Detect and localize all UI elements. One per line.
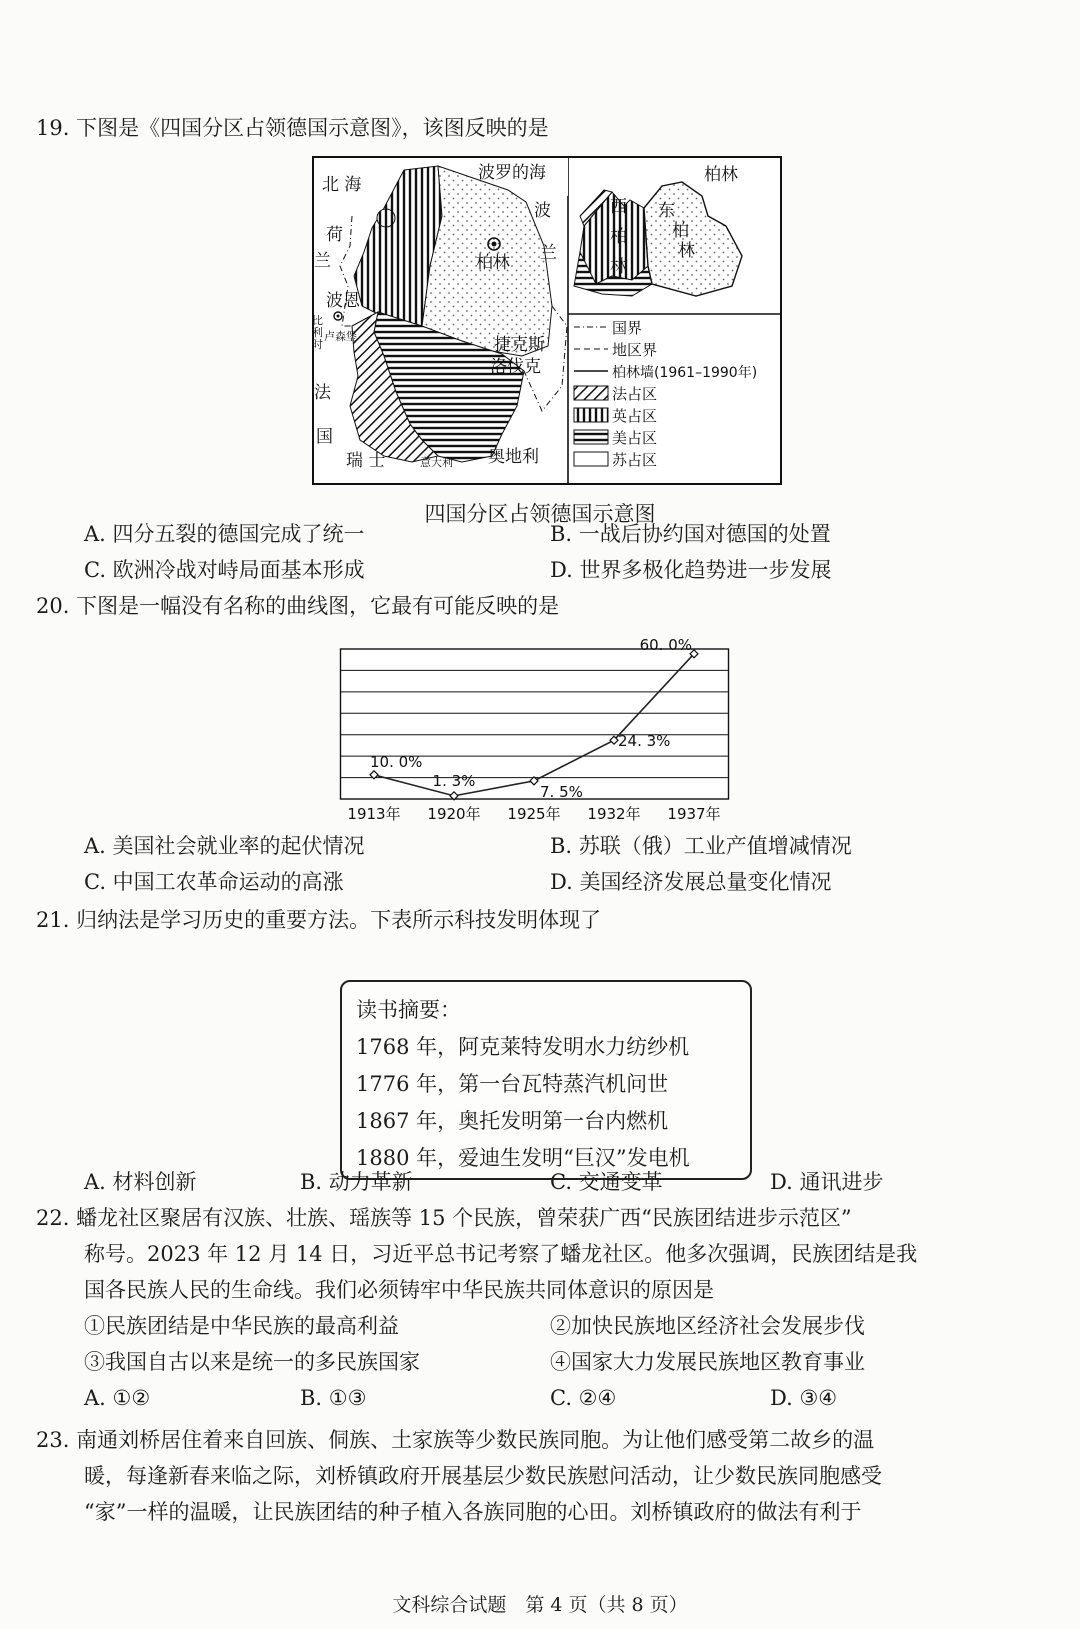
- chart-x-tick-label: 1920年: [427, 805, 481, 823]
- chart-data-label: 24. 3%: [618, 732, 671, 751]
- q19-option-a[interactable]: A. 四分五裂的德国完成了统一: [84, 522, 365, 546]
- inset-east-3: 林: [678, 241, 695, 261]
- label-belgium-1: 比: [312, 314, 323, 327]
- chart-x-tick-label: 1932年: [587, 805, 641, 823]
- label-poland-2: 兰: [540, 243, 557, 263]
- chart-frame: [341, 649, 729, 799]
- q19-stem: 19. 下图是《四国分区占领德国示意图》，该图反映的是: [36, 116, 549, 140]
- label-czech-1: 捷克斯: [494, 335, 545, 355]
- q21-option-d[interactable]: D. 通讯进步: [770, 1170, 884, 1194]
- chart-data-label: 1. 3%: [432, 771, 476, 790]
- legend-soviet: 苏占区: [612, 451, 658, 469]
- reading-line-4: 1880 年，爱迪生发明“巨汉”发电机: [356, 1146, 690, 1170]
- q19-option-c[interactable]: C. 欧洲冷战对峙局面基本形成: [84, 558, 365, 582]
- label-austria: 奥地利: [488, 447, 539, 467]
- chart-data-label: 60. 0%: [639, 635, 692, 654]
- inset-east-1: 东: [658, 201, 675, 221]
- inset-east-2: 柏: [672, 221, 689, 241]
- label-luxembourg: 卢森堡: [324, 330, 357, 343]
- q21-stem: 21. 归纳法是学习历史的重要方法。下表所示科技发明体现了: [36, 908, 602, 932]
- germany-occupation-map: [312, 156, 782, 485]
- q23-line-2: 暖，每逢新春来临之际，刘桥镇政府开展基层少数民族慰问活动，让少数民族同胞感受: [84, 1464, 882, 1488]
- map-svg: [312, 156, 782, 485]
- inset-title-berlin: 柏林: [704, 165, 738, 185]
- q22-option-a[interactable]: A. ①②: [84, 1386, 151, 1410]
- inset-west-1: 西: [610, 197, 627, 217]
- chart-grid: [341, 649, 729, 799]
- q20-option-b[interactable]: B. 苏联（俄）工业产值增减情况: [550, 834, 852, 858]
- q21-option-b[interactable]: B. 动力革新: [300, 1170, 413, 1194]
- map-caption: 四国分区占领德国示意图: [424, 502, 656, 526]
- q22-item-1: ①民族团结是中华民族的最高利益: [84, 1314, 399, 1338]
- q23-line-3: “家”一样的温暖，让民族团结的种子植入各族同胞的心田。刘桥镇政府的做法有利于: [84, 1500, 862, 1524]
- q22-option-b[interactable]: B. ①③: [300, 1386, 367, 1410]
- reading-line-2: 1776 年，第一台瓦特蒸汽机问世: [356, 1072, 669, 1096]
- label-netherlands-2: 兰: [314, 251, 331, 271]
- q23-line-1: 23. 南通刘桥居住着来自回族、侗族、土家族等少数民族同胞。为让他们感受第二故乡的温: [36, 1428, 875, 1452]
- chart-x-tick-label: 1937年: [667, 805, 721, 823]
- chart-data-label: 7. 5%: [540, 782, 583, 801]
- chart-x-tick-label: 1913年: [347, 805, 401, 823]
- q22-item-4: ④国家大力发展民族地区教育事业: [550, 1350, 865, 1374]
- q19-option-d[interactable]: D. 世界多极化趋势进一步发展: [550, 558, 832, 582]
- q22-option-c[interactable]: C. ②④: [550, 1386, 617, 1410]
- line-chart: [340, 635, 760, 847]
- reading-title: 读书摘要：: [356, 998, 461, 1022]
- label-netherlands-1: 荷: [326, 225, 343, 245]
- chart-x-tick-labels: [347, 805, 720, 823]
- label-belgium-3: 时: [312, 338, 323, 351]
- q19-option-b[interactable]: B. 一战后协约国对德国的处置: [550, 522, 831, 546]
- legend-border: 国界: [612, 319, 643, 337]
- q20-option-d[interactable]: D. 美国经济发展总量变化情况: [550, 870, 832, 894]
- reading-line-1: 1768 年，阿克莱特发明水力纺纱机: [356, 1035, 690, 1059]
- chart-x-tick-label: 1925年: [507, 805, 561, 823]
- q20-option-c[interactable]: C. 中国工农革命运动的高涨: [84, 870, 344, 894]
- q22-item-2: ②加快民族地区经济社会发展步伐: [550, 1314, 865, 1338]
- label-north-sea: 北 海: [322, 175, 362, 195]
- label-belgium-2: 利: [312, 326, 323, 339]
- label-france-1: 法: [314, 383, 331, 403]
- legend-american: 美占区: [612, 429, 658, 447]
- label-italy: 意大利: [420, 456, 453, 469]
- q22-line-3: 国各民族人民的生命线。我们必须铸牢中华民族共同体意识的原因是: [84, 1278, 714, 1302]
- q21-option-c[interactable]: C. 交通变革: [550, 1170, 663, 1194]
- label-berlin: 柏林: [476, 253, 510, 273]
- q22-line-1: 22. 蟠龙社区聚居有汉族、壮族、瑶族等 15 个民族，曾荣获广西“民族团结进步示范区”: [36, 1206, 852, 1230]
- legend-british: 英占区: [612, 407, 658, 425]
- reading-notes-box: [340, 980, 752, 1180]
- label-france-2: 国: [316, 427, 333, 447]
- q21-option-a[interactable]: A. 材料创新: [84, 1170, 197, 1194]
- inset-west-3: 林: [610, 257, 627, 277]
- page-footer: 文科综合试题 第 4 页（共 8 页）: [392, 1594, 688, 1616]
- label-switzerland: 瑞 士: [346, 451, 386, 471]
- label-czech-2: 洛伐克: [490, 357, 541, 377]
- label-poland-1: 波: [534, 201, 551, 221]
- label-baltic: 波罗的海: [478, 163, 546, 183]
- q22-line-2: 称号。2023 年 12 月 14 日，习近平总书记考察了蟠龙社区。他多次强调，民族团结是我: [84, 1242, 918, 1266]
- chart-data-label: 10. 0%: [370, 752, 423, 771]
- q20-stem: 20. 下图是一幅没有名称的曲线图，它最有可能反映的是: [36, 594, 560, 618]
- legend-berlin-wall: 柏林墙(1961–1990年): [612, 365, 758, 381]
- q22-item-3: ③我国自古以来是统一的多民族国家: [84, 1350, 420, 1374]
- q22-option-d[interactable]: D. ③④: [770, 1386, 838, 1410]
- inset-west-2: 柏: [610, 227, 627, 247]
- reading-line-3: 1867 年，奥托发明第一台内燃机: [356, 1109, 669, 1133]
- q20-option-a[interactable]: A. 美国社会就业率的起伏情况: [84, 834, 365, 858]
- legend-french: 法占区: [612, 385, 658, 403]
- chart-svg: [340, 635, 760, 847]
- label-bonn: 波恩: [326, 291, 360, 311]
- legend-region-border: 地区界: [612, 341, 658, 359]
